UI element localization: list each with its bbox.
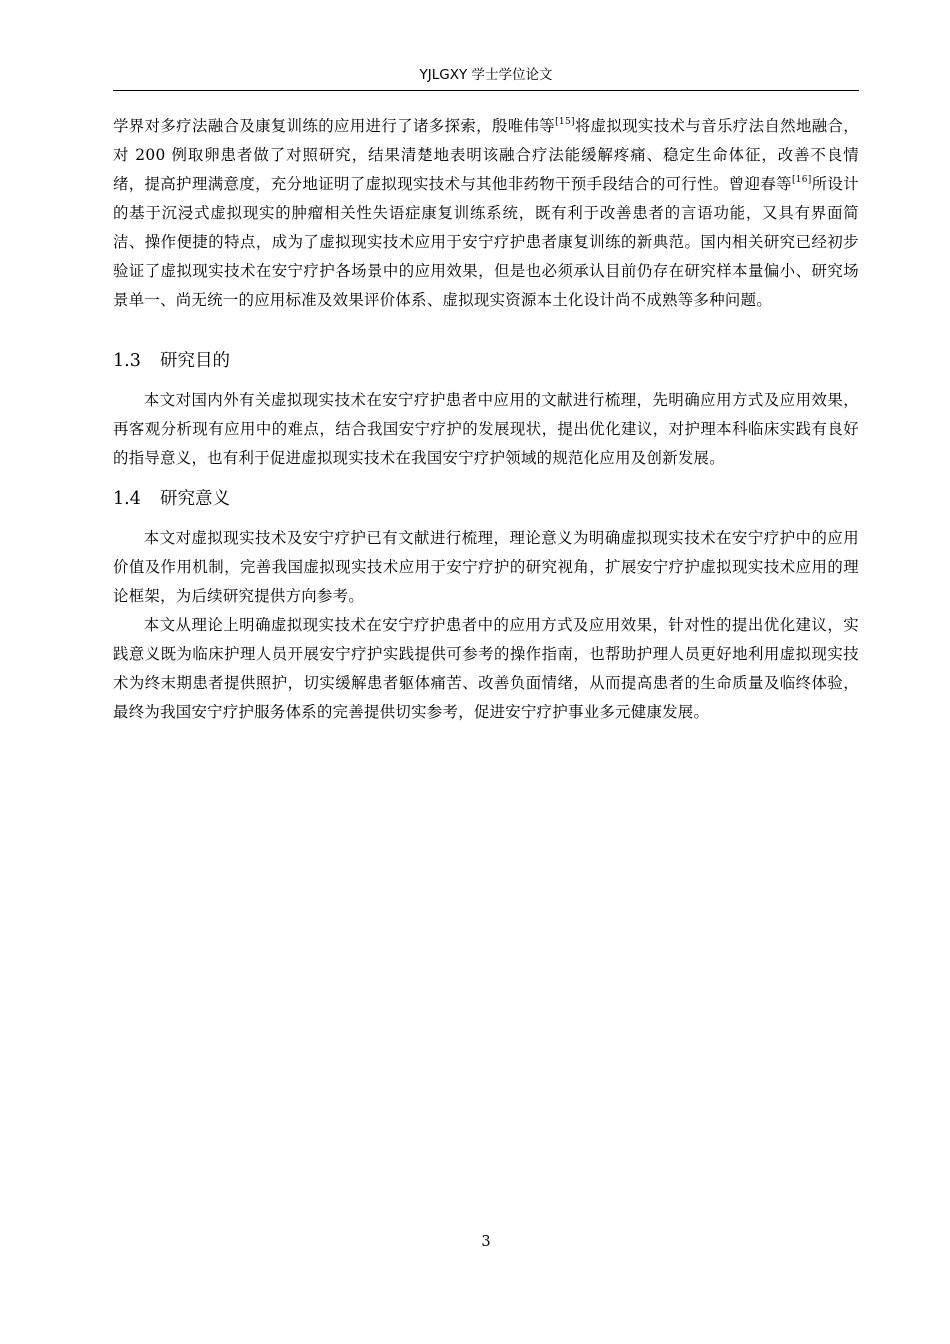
section-title: 研究意义 [160,489,230,509]
header-rule [113,90,859,91]
section-title: 研究目的 [160,351,230,371]
section-number: 1.3 [113,351,141,371]
citation-15: [15] [555,117,575,127]
section-heading-research-significance [113,487,859,511]
citation-16: [16] [791,175,812,185]
section-heading-research-purpose [113,349,859,373]
intro-text-1: 学界对多疗法融合及康复训练的应用进行了诸多探索，殷唯伟等 [113,117,556,135]
intro-paragraph [113,112,859,315]
page-number: 3 [481,1234,491,1250]
practical-significance-paragraph: 本文从理论上明确虚拟现实技术在安宁疗护患者中的应用方式及应用效果，针对性的提出优化建议，实践意义既为临床护理人员开展安宁疗护实践提供可参考的操作指南，也帮助护理人员更好地利用虚拟现实技术为终末期患者提供照护，切实缓解患者躯体痛苦、改善负面情绪，从而提高患者的生命质量及临终体验，最终为我国安宁疗护服务体系的完善提供切实参考，促进安宁疗护事业多元健康发展。 [113,616,859,721]
page-body [113,112,859,727]
research-purpose-paragraph: 本文对国内外有关虚拟现实技术在安宁疗护患者中应用的文献进行梳理，先明确应用方式及应用效果，再客观分析现有应用中的难点，结合我国安宁疗护的发展现状，提出优化建议，对护理本科临床实践有良好的指导意义，也有利于促进虚拟现实技术在我国安宁疗护领域的规范化应用及创新发展。 [113,391,859,467]
intro-text-3: 所设计的基于沉浸式虚拟现实的肿瘤相关性失语症康复训练系统，既有利于改善患者的言语功能，又具有界面简洁、操作便捷的特点，成为了虚拟现实技术应用于安宁疗护患者康复训练的新典范。国内相关研究已经初步验证了虚拟现实技术在安宁疗护各场景中的应用效果，但是也必须承认目前仍存在研究样本量偏小、研究场景单一、尚无统一的应用标准及效果评价体系、虚拟现实资源本土化设计尚不成熟等多种问题。 [113,175,859,309]
running-header: YJLGXY 学士学位论文 [419,67,553,83]
section-number: 1.4 [113,489,141,509]
intro-text-2: 将虚拟现实技术与音乐疗法自然地融合，对 200 例取卵患者做了对照研究，结果清楚地表明该融合疗法能缓解疼痛、稳定生命体征，改善不良情绪，提高护理满意度，充分地证明了虚拟现实技术与其他非药物干预手段结合的可行性。曾迎春等 [113,117,860,193]
theoretical-significance-paragraph: 本文对虚拟现实技术及安宁疗护已有文献进行梳理，理论意义为明确虚拟现实技术在安宁疗护中的应用价值及作用机制，完善我国虚拟现实技术应用于安宁疗护的研究视角，扩展安宁疗护虚拟现实技术应用的理论框架，为后续研究提供方向参考。 [113,529,859,605]
